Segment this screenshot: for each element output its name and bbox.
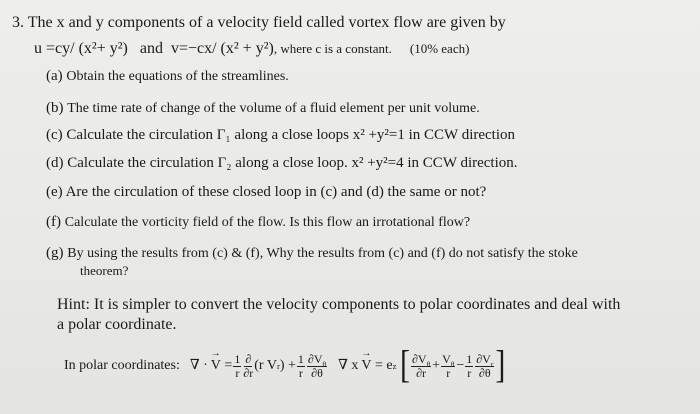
part-b <box>46 101 480 116</box>
part-g <box>46 246 578 261</box>
formula-label: In polar coordinates: <box>64 358 180 373</box>
constant-note: , where c is a constant. <box>273 41 392 56</box>
part-text: Obtain the equations of the streamlines. <box>66 69 289 84</box>
velocity-equations <box>34 41 469 57</box>
part-label: (c) <box>46 127 63 143</box>
part-text: Calculate the vorticity field of the flow. Is this flow an irrotational flow? <box>64 215 471 230</box>
divergence-formula: ∇ · → V = $\frac{1}{r}$ $\frac{\partial}{\partial r}$ (r V r ) + $\frac{1}{r}$ $\frac{\partial V_\theta}{\partial\theta}$ <box>190 353 328 379</box>
points-note: (10% each) <box>409 41 470 56</box>
part-text: By using the results from (c) & (f), Why the results from (c) and (f) do not satisfy the stoke <box>67 246 578 261</box>
v-equation: v=−cx/ (x² + y²) <box>170 40 274 57</box>
part-d <box>46 156 518 171</box>
part-text: Calculate the circulation Γ₁ along a close loops x² +y²=1 in CCW direction <box>66 127 516 143</box>
hint-line-1: Hint: It is simpler to convert the velocity components to polar coordinates and deal with <box>57 296 621 313</box>
part-label: (b) <box>46 100 64 116</box>
part-text: Are the circulation of these closed loop in (c) and (d) the same or not? <box>65 184 487 200</box>
part-label: (d) <box>46 155 64 171</box>
part-label: (e) <box>46 184 63 200</box>
part-a <box>46 69 289 84</box>
part-text: Calculate the circulation Γ₂ along a close loop. x² +y²=4 in CCW direction. <box>67 155 518 171</box>
part-c <box>46 128 515 143</box>
part-f <box>46 215 470 230</box>
part-label: (f) <box>46 214 61 230</box>
polar-formula <box>64 343 506 387</box>
problem-title: 3. The x and y components of a velocity field called vortex flow are given by <box>12 14 506 31</box>
u-equation: u =cy/ (x²+ y²) <box>34 40 128 57</box>
and-word: and <box>139 40 163 57</box>
part-e <box>46 185 486 200</box>
part-label: (g) <box>46 245 64 261</box>
hint-line-2: a polar coordinate. <box>57 316 177 333</box>
part-label: (a) <box>46 68 63 84</box>
curl-formula: ∇ x → V = e z [ $\frac{\partial V_\theta}{\partial r}$ + $\frac{V_\theta}{r}$ − $\frac{1}{r}$ $\frac{\partial V_r}{\partial\theta}$ ] <box>338 353 505 379</box>
part-g-continuation: theorem? <box>80 263 129 278</box>
part-text: The time rate of change of the volume of a fluid element per unit volume. <box>67 101 480 116</box>
